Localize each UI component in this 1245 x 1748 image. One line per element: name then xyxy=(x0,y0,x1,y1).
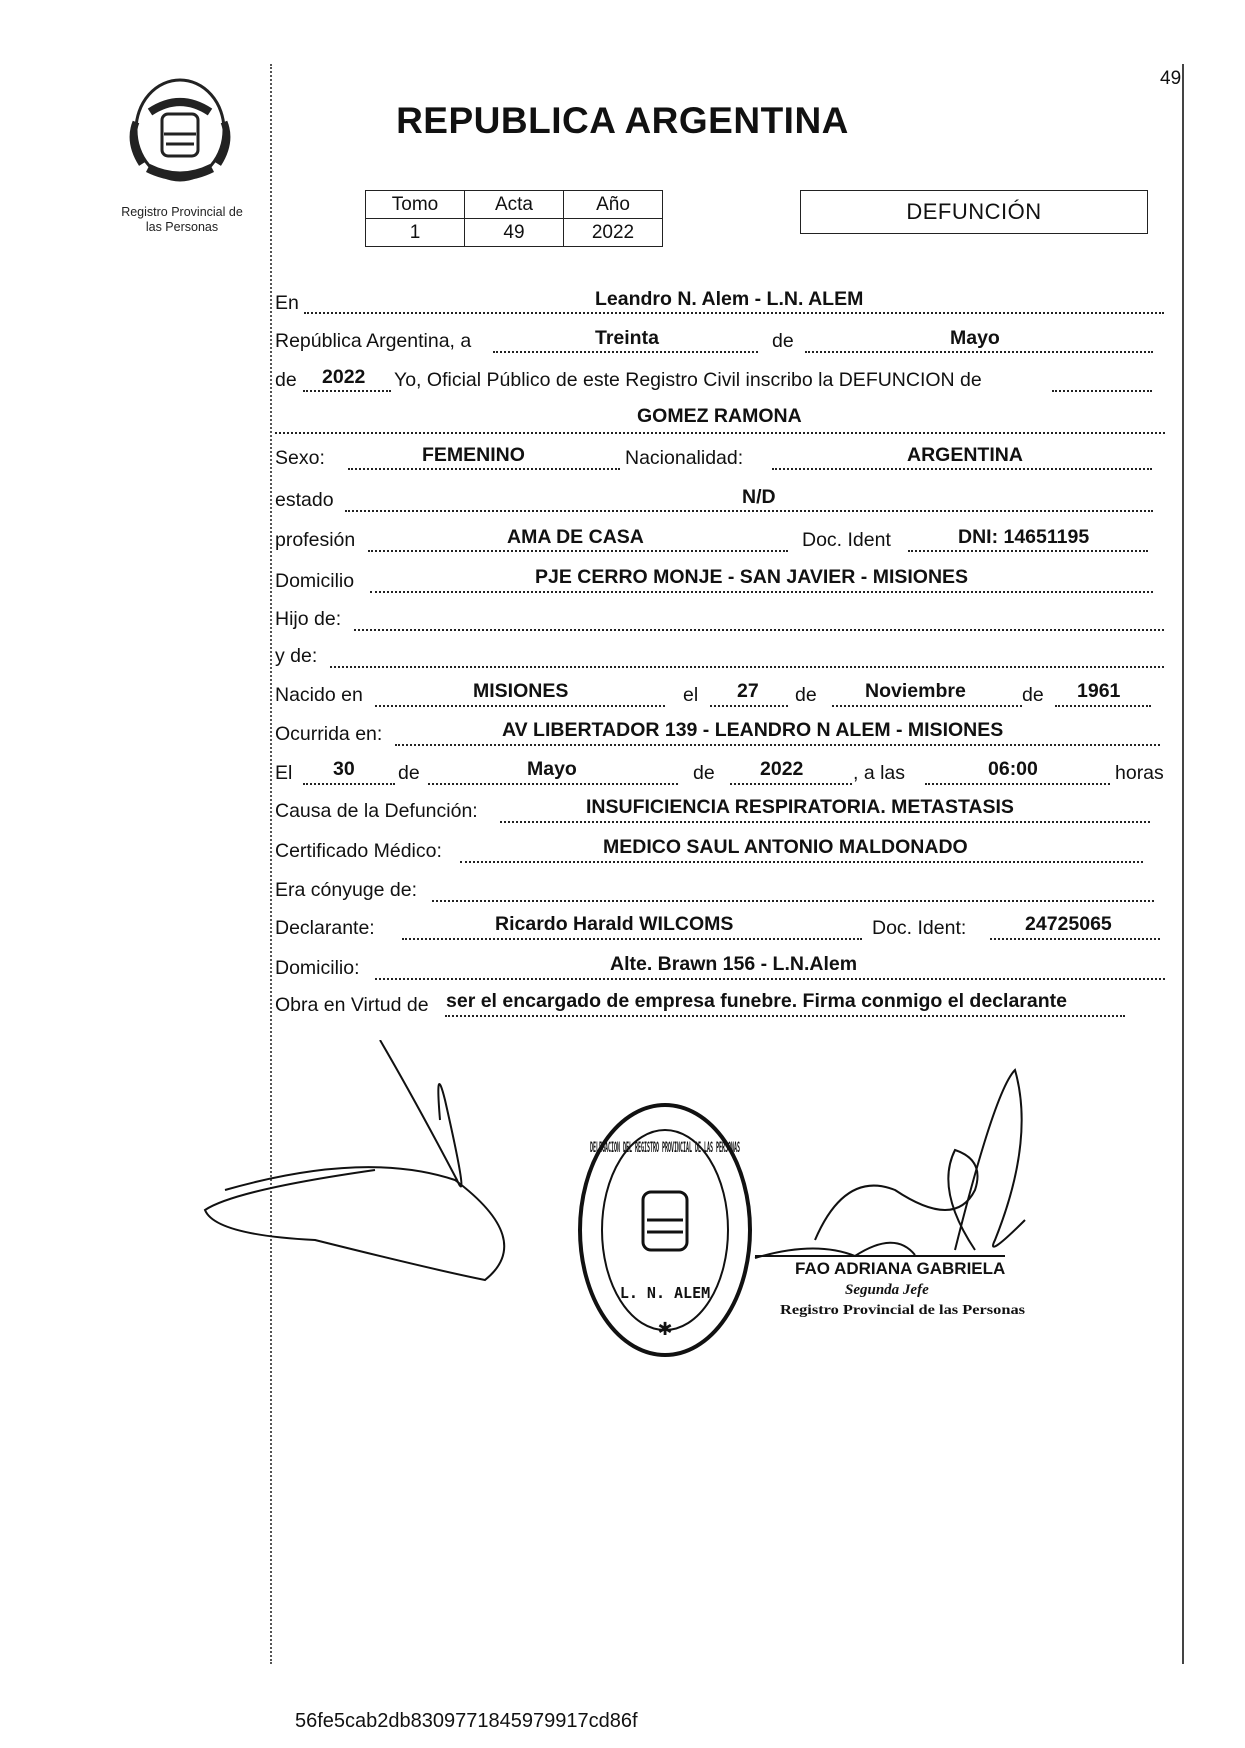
dotted-line xyxy=(303,783,395,785)
dotted-line xyxy=(354,629,1164,631)
page-title: REPUBLICA ARGENTINA xyxy=(396,100,849,141)
signatures-area xyxy=(195,1040,1095,1470)
death-month-value: Mayo xyxy=(527,758,577,780)
hijo-label: Hijo de: xyxy=(275,608,342,630)
conyuge-label: Era cónyuge de: xyxy=(275,879,418,901)
decl-doc-label: Doc. Ident: xyxy=(872,917,967,939)
day-words-value: Treinta xyxy=(595,327,659,349)
dotted-line xyxy=(395,744,1160,746)
dotted-line xyxy=(805,351,1153,353)
profesion-label: profesión xyxy=(275,529,356,551)
dotted-line xyxy=(275,432,1165,434)
dotted-line xyxy=(990,938,1160,940)
birth-day-value: 27 xyxy=(737,680,759,702)
dotted-line xyxy=(348,468,620,470)
obra-value: ser el encargado de empresa funebre. Firma conmigo el declarante xyxy=(446,990,1067,1012)
obra-label: Obra en Virtud de xyxy=(275,994,429,1016)
year-value: 2022 xyxy=(322,366,366,388)
dotted-line xyxy=(1052,390,1152,392)
dotted-line xyxy=(908,550,1148,552)
ocurrida-label: Ocurrida en: xyxy=(275,723,383,745)
ocurrida-value: AV LIBERTADOR 139 - LEANDRO N ALEM - MISIONES xyxy=(502,719,1004,741)
dotted-line xyxy=(303,390,391,392)
sexo-label: Sexo: xyxy=(275,447,325,469)
dotted-line xyxy=(402,938,862,940)
month-value: Mayo xyxy=(950,327,1000,349)
seal-outer-text: DELEGACION DEL REGISTRO PROVINCIAL DE LAS PERSONAS xyxy=(590,1140,740,1156)
dotted-line xyxy=(428,783,678,785)
logo-caption-line1: Registro Provincial de xyxy=(121,205,243,219)
causa-value: INSUFICIENCIA RESPIRATORIA. METASTASIS xyxy=(586,796,1014,818)
declarante-label: Declarante: xyxy=(275,917,375,939)
sexo-value: FEMENINO xyxy=(422,444,525,466)
page-number: 49 xyxy=(1160,68,1182,89)
de-label: de xyxy=(772,330,794,352)
death-time-value: 06:00 xyxy=(988,758,1038,780)
death-day-value: 30 xyxy=(333,758,355,780)
signer-name: FAO ADRIANA GABRIELA xyxy=(795,1259,1006,1278)
dotted-line xyxy=(730,783,852,785)
certificado-value: MEDICO SAUL ANTONIO MALDONADO xyxy=(603,836,968,858)
year-prefix-label: de xyxy=(275,369,297,391)
registrar-signature xyxy=(755,1070,1025,1258)
nacionalidad-value: ARGENTINA xyxy=(907,444,1023,466)
dotted-line xyxy=(370,591,1153,593)
de-label: de xyxy=(1022,684,1044,706)
doc-label: Doc. Ident xyxy=(802,529,891,551)
domicilio2-value: Alte. Brawn 156 - L.N.Alem xyxy=(610,953,858,975)
anio-header: Año xyxy=(564,191,663,219)
dotted-line xyxy=(368,550,788,552)
estado-value: N/D xyxy=(742,486,776,508)
dotted-line xyxy=(925,783,1110,785)
el2-label: El xyxy=(275,762,293,784)
dotted-line xyxy=(432,900,1154,902)
profesion-value: AMA DE CASA xyxy=(507,526,644,548)
birth-month-value: Noviembre xyxy=(865,680,966,702)
dotted-line xyxy=(330,666,1164,668)
certificado-label: Certificado Médico: xyxy=(275,840,442,862)
de-label: de xyxy=(693,762,715,784)
record-number-table xyxy=(365,190,663,247)
horas-label: horas xyxy=(1115,762,1164,784)
tomo-header: Tomo xyxy=(366,191,465,219)
domicilio-label: Domicilio xyxy=(275,570,355,592)
acta-value: 49 xyxy=(465,219,564,247)
declarant-signature xyxy=(205,1040,504,1280)
dotted-line xyxy=(460,861,1143,863)
acta-header: Acta xyxy=(465,191,564,219)
dotted-line xyxy=(772,468,1152,470)
dotted-line xyxy=(493,351,758,353)
place-value: Leandro N. Alem - L.N. ALEM xyxy=(595,288,864,310)
nacido-value: MISIONES xyxy=(473,680,569,702)
deceased-name: GOMEZ RAMONA xyxy=(637,405,802,427)
document-hash: 56fe5cab2db8309771845979917cd86f xyxy=(295,1710,638,1732)
dotted-line xyxy=(445,1015,1125,1017)
signer-title: Segunda Jefe xyxy=(845,1282,929,1298)
statement-text: Yo, Oficial Público de este Registro Civil inscribo la DEFUNCION de xyxy=(394,369,982,391)
domicilio-value: PJE CERRO MONJE - SAN JAVIER - MISIONES xyxy=(535,566,969,588)
birth-year-value: 1961 xyxy=(1077,680,1121,702)
dotted-line xyxy=(710,705,788,707)
tomo-value: 1 xyxy=(366,219,465,247)
decl-doc-value: 24725065 xyxy=(1025,913,1112,935)
dotted-line xyxy=(345,510,1153,512)
yde-label: y de: xyxy=(275,645,318,667)
estado-label: estado xyxy=(275,489,334,511)
anio-value: 2022 xyxy=(564,219,663,247)
dotted-line xyxy=(375,978,1165,980)
alas-label: , a las xyxy=(853,762,906,784)
causa-label: Causa de la Defunción: xyxy=(275,800,478,822)
de-label: de xyxy=(398,762,420,784)
en-label: En xyxy=(275,292,299,314)
de-label: de xyxy=(795,684,817,706)
dotted-line xyxy=(375,705,665,707)
seal-inner-text: L. N. ALEM xyxy=(619,1284,711,1302)
dotted-line xyxy=(832,705,1022,707)
el-label: el xyxy=(683,684,699,706)
seal-star-icon: ✱ xyxy=(657,1319,673,1339)
doc-value: DNI: 14651195 xyxy=(958,526,1090,548)
logo-caption xyxy=(92,205,272,235)
dotted-line xyxy=(1055,705,1151,707)
death-year-value: 2022 xyxy=(760,758,804,780)
nacido-label: Nacido en xyxy=(275,684,363,706)
declarante-value: Ricardo Harald WILCOMS xyxy=(495,913,734,935)
dotted-line xyxy=(304,312,1164,314)
republica-label: República Argentina, a xyxy=(275,330,472,352)
logo-caption-line2: las Personas xyxy=(145,220,219,234)
official-seal xyxy=(580,1105,750,1355)
record-type-box: DEFUNCIÓN xyxy=(800,190,1148,234)
signer-org: Registro Provincial de las Personas xyxy=(780,1303,1026,1318)
dotted-line xyxy=(500,821,1150,823)
domicilio2-label: Domicilio: xyxy=(275,957,360,979)
nacionalidad-label: Nacionalidad: xyxy=(625,447,744,469)
right-margin-line xyxy=(1182,64,1184,1664)
